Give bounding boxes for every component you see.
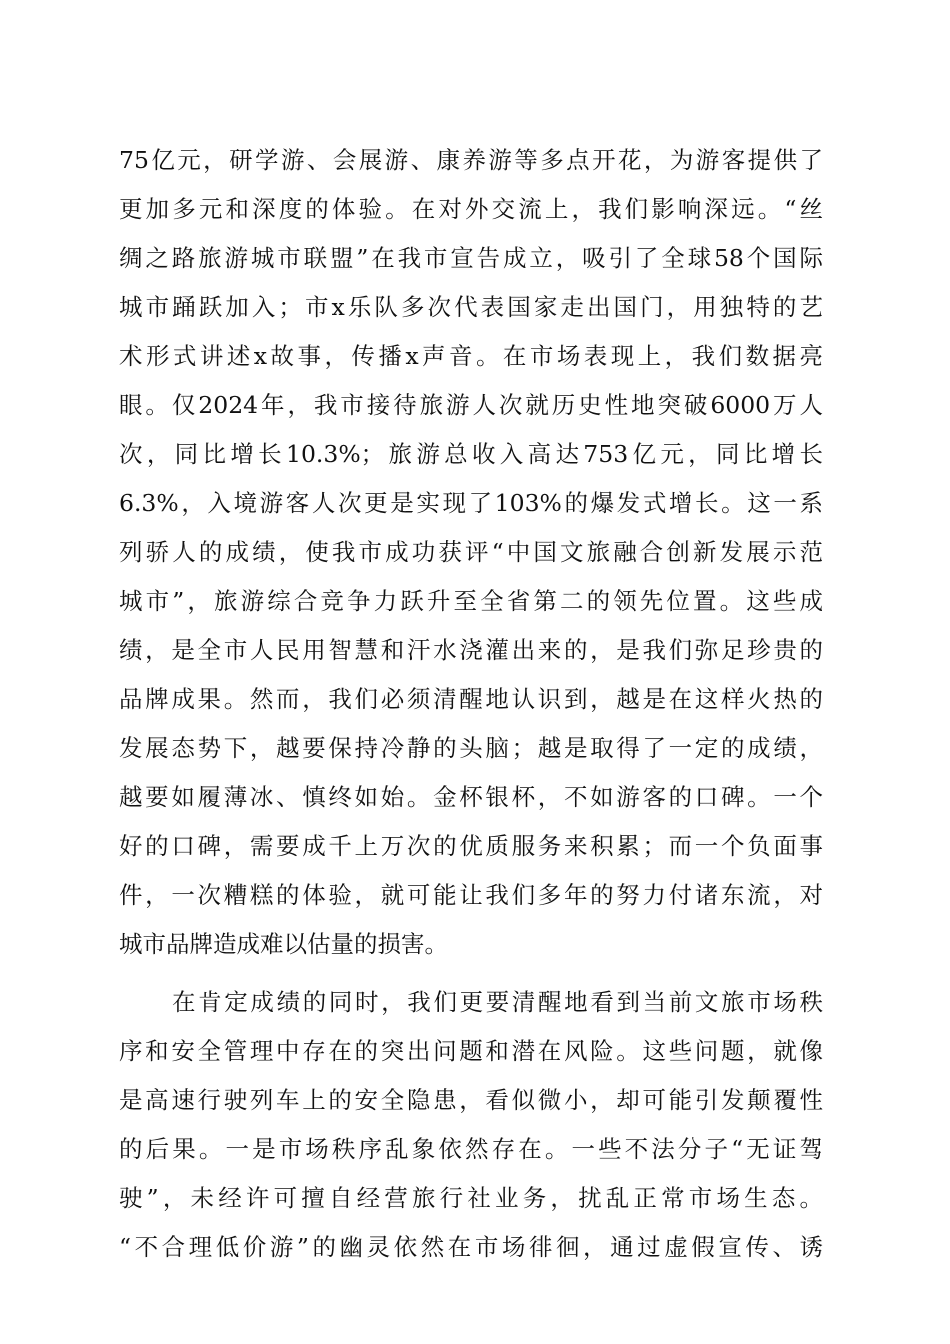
- paragraph-line: 城市”，旅游综合竞争力跃升至全省第二的领先位置。这些成: [119, 587, 823, 615]
- paragraph-line: 术形式讲述x故事，传播x声音。在市场表现上，我们数据亮: [119, 342, 823, 370]
- paragraph-line: 发展态势下，越要保持冷静的头脑；越是取得了一定的成绩，: [119, 734, 823, 762]
- paragraph-line: 6.3%，入境游客人次更是实现了103%的爆发式增长。这一系: [119, 489, 823, 517]
- paragraph-line: 品牌成果。然而，我们必须清醒地认识到，越是在这样火热的: [119, 685, 823, 713]
- paragraph-line: 列骄人的成绩，使我市成功获评“中国文旅融合创新发展示范: [119, 538, 823, 566]
- paragraph-line: 城市踊跃加入；市x乐队多次代表国家走出国门，用独特的艺: [119, 293, 823, 321]
- paragraph-line: “不合理低价游”的幽灵依然在市场徘徊，通过虚假宣传、诱: [119, 1233, 823, 1261]
- paragraph-line: 绸之路旅游城市联盟”在我市宣告成立，吸引了全球58个国际: [119, 244, 823, 272]
- paragraph-line: 件，一次糟糕的体验，就可能让我们多年的努力付诸东流，对: [119, 881, 823, 909]
- paragraph-line: 在肯定成绩的同时，我们更要清醒地看到当前文旅市场秩: [172, 988, 823, 1016]
- paragraph-line: 次，同比增长10.3%；旅游总收入高达753亿元，同比增长: [119, 440, 823, 468]
- paragraph-line: 眼。仅2024年，我市接待旅游人次就历史性地突破6000万人: [119, 391, 823, 419]
- paragraph-line: 好的口碑，需要成千上万次的优质服务来积累；而一个负面事: [119, 832, 823, 860]
- paragraph-line: 更加多元和深度的体验。在对外交流上，我们影响深远。“丝: [119, 195, 823, 223]
- paragraph-line: 绩，是全市人民用智慧和汗水浇灌出来的，是我们弥足珍贵的: [119, 636, 823, 664]
- paragraph-line: 是高速行驶列车上的安全隐患，看似微小，却可能引发颠覆性: [119, 1086, 823, 1114]
- paragraph-line: 序和安全管理中存在的突出问题和潜在风险。这些问题，就像: [119, 1037, 823, 1065]
- paragraph-line: 驶”，未经许可擅自经营旅行社业务，扰乱正常市场生态。: [119, 1184, 823, 1212]
- paragraph-line: 越要如履薄冰、慎终如始。金杯银杯，不如游客的口碑。一个: [119, 783, 823, 811]
- paragraph-line: 城市品牌造成难以估量的损害。: [119, 930, 448, 958]
- paragraph-line: 75亿元，研学游、会展游、康养游等多点开花，为游客提供了: [119, 146, 823, 174]
- paragraph-line: 的后果。一是市场秩序乱象依然存在。一些不法分子“无证驾: [119, 1135, 823, 1163]
